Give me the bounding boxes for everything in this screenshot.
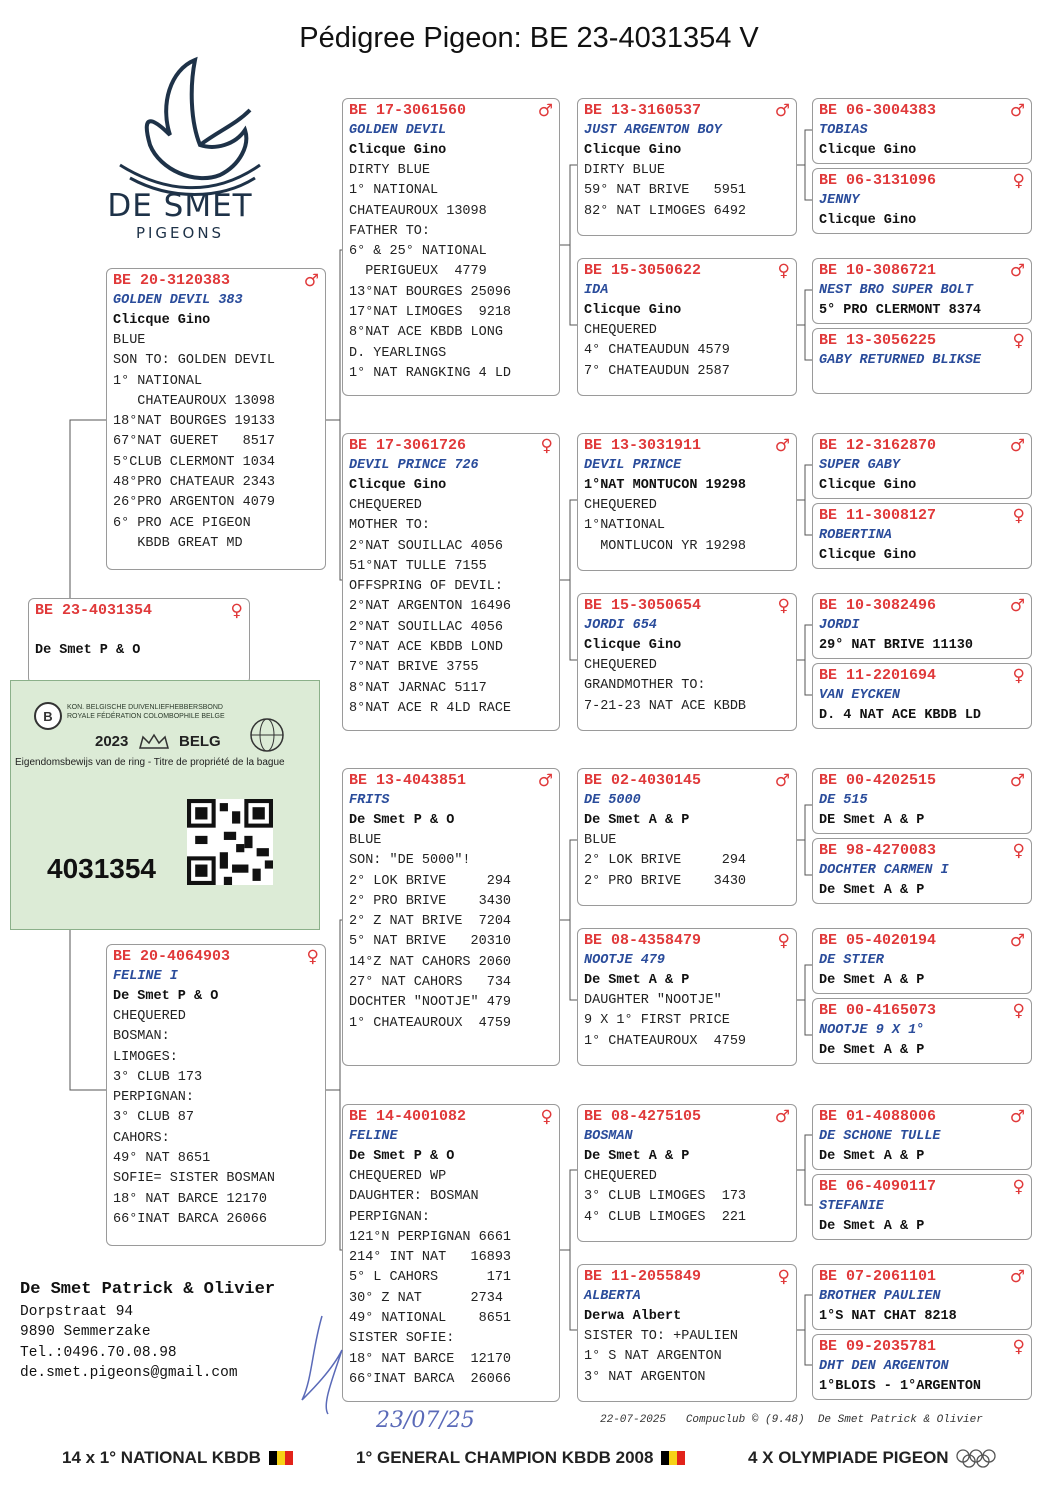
- belgian-flag-icon: [269, 1451, 293, 1465]
- print-info: 22-07-2025 Compuclub © (9.48) De Smet Patrick & Olivier: [600, 1414, 983, 1426]
- detail-line: 8°NAT ACE KBDB LONG: [349, 325, 503, 341]
- ring-number: BE 00-4165073: [819, 1002, 937, 1019]
- detail-line: 67°NAT GUERET 8517: [113, 434, 276, 450]
- detail-line: BLUE: [349, 833, 382, 848]
- certificate-country: BELG: [179, 733, 221, 750]
- detail-line: 18° NAT BARCE 12170: [113, 1191, 267, 1207]
- owner-name: Clicque Gino: [584, 303, 682, 318]
- pedigree-card-g2[interactable]: [812, 168, 1032, 234]
- handwritten-date: 23/07/25: [376, 1408, 475, 1433]
- female-icon: ♀: [1012, 1001, 1025, 1021]
- male-icon: ♂: [1009, 261, 1025, 281]
- detail-line: DAUGHTER: BOSMAN: [349, 1189, 479, 1205]
- detail-line: 14°Z NAT CAHORS 2060: [349, 954, 512, 970]
- pedigree-card-g12[interactable]: [812, 998, 1032, 1064]
- detail-line: BOSMAN:: [113, 1029, 170, 1045]
- male-icon: ♂: [1009, 771, 1025, 791]
- ring-number: BE 13-4043851: [349, 772, 467, 789]
- ownership-label: Eigendomsbewijs van de ring - Titre de propriété de la bague: [15, 757, 285, 768]
- ring-number: BE 06-3131096: [819, 172, 937, 189]
- male-icon: ♂: [537, 771, 553, 791]
- pigeon-name: IDA: [584, 283, 609, 298]
- pigeon-name: SUPER GABY: [819, 458, 901, 473]
- detail-line: DIRTY BLUE: [584, 163, 666, 178]
- owner-name: De Smet A & P: [584, 1149, 690, 1164]
- pedigree-card-mf[interactable]: [342, 768, 560, 1066]
- detail-line: 2° Z NAT BRIVE 7204: [349, 914, 512, 930]
- detail-line: GRANDMOTHER TO:: [584, 678, 706, 694]
- pedigree-card-g6[interactable]: [812, 503, 1032, 569]
- ring-number: BE 01-4088006: [819, 1108, 937, 1125]
- detail-line: PERIGUEUX 4779: [349, 264, 487, 280]
- detail-line: 27° NAT CAHORS 734: [349, 975, 512, 991]
- detail-line: 1° NATIONAL: [113, 373, 203, 389]
- pedigree-card-g1[interactable]: [812, 98, 1032, 164]
- pigeon-name: FELINE I: [113, 969, 178, 984]
- detail-line: BLUE: [584, 833, 617, 848]
- pigeon-name: NEST BRO SUPER BOLT: [819, 283, 973, 298]
- ring-number: BE 06-4090117: [819, 1178, 937, 1195]
- owner-street: Dorpstraat 94: [20, 1304, 134, 1320]
- detail-line: 7°NAT ACE KBDB LOND: [349, 640, 503, 656]
- detail-line: 6° & 25° NATIONAL: [349, 244, 487, 260]
- detail-line: 121°N PERPIGNAN 6661: [349, 1229, 512, 1245]
- crown-icon: [137, 733, 171, 751]
- owner-name: D. 4 NAT ACE KBDB LD: [819, 708, 982, 723]
- male-icon: ♂: [1009, 1267, 1025, 1287]
- detail-line: 7-21-23 NAT ACE KBDB: [584, 698, 747, 714]
- female-icon: ♀: [1012, 841, 1025, 861]
- logo-subtitle: PIGEONS: [135, 224, 225, 242]
- pedigree-card-fmf[interactable]: [577, 433, 797, 571]
- male-icon: ♂: [1009, 931, 1025, 951]
- owner-name: Clicque Gino: [819, 548, 917, 563]
- owner-name: De Smet P & O: [113, 989, 219, 1004]
- detail-line: 18°NAT BOURGES 19133: [113, 414, 276, 430]
- owner-name: Derwa Albert: [584, 1309, 682, 1324]
- detail-line: CHEQUERED WP: [349, 1169, 447, 1184]
- detail-line: 1°NATIONAL: [584, 518, 666, 534]
- ring-number: BE 15-3050622: [584, 262, 702, 279]
- detail-line: CHEQUERED: [113, 1009, 186, 1024]
- detail-line: 2°NAT SOUILLAC 4056: [349, 619, 503, 635]
- owner-name: Clicque Gino: [349, 478, 447, 493]
- detail-line: CHEQUERED: [584, 658, 657, 673]
- pigeon-name: GOLDEN DEVIL: [349, 123, 447, 138]
- owner-name: De Smet A & P: [819, 1149, 925, 1164]
- ring-number: BE 14-4001082: [349, 1108, 467, 1125]
- owner-name: Clicque Gino: [584, 638, 682, 653]
- owner-name: De Smet A & P: [819, 883, 925, 898]
- detail-line: DIRTY BLUE: [349, 163, 431, 178]
- pedigree-card-g14[interactable]: [812, 1174, 1032, 1240]
- detail-line: 4° CHATEAUDUN 4579: [584, 343, 730, 359]
- pigeon-name: ROBERTINA: [819, 528, 892, 543]
- detail-line: 2°NAT SOUILLAC 4056: [349, 538, 503, 554]
- pedigree-card-g15[interactable]: [812, 1264, 1032, 1330]
- detail-line: 3° NAT ARGENTON: [584, 1369, 706, 1385]
- male-icon: ♂: [303, 271, 319, 291]
- detail-line: CHATEAUROUX 13098: [349, 203, 487, 219]
- female-icon: ♀: [1012, 506, 1025, 526]
- logo-name: DE SMET: [107, 188, 253, 224]
- pedigree-card-fff[interactable]: [577, 98, 797, 236]
- pedigree-card-fmm[interactable]: [577, 593, 797, 731]
- ring-number: BE 07-2061101: [819, 1268, 937, 1285]
- pigeon-name: DHT DEN ARGENTON: [819, 1359, 949, 1374]
- male-icon: ♂: [1009, 436, 1025, 456]
- federation-name: KON. BELGISCHE DUIVENLIEFHEBBERSBOND ROYALE FÉDÉRATION COLOMBOPHILE BELGE: [67, 704, 225, 720]
- pedigree-card-mfm[interactable]: [577, 928, 797, 1066]
- ring-number: BE 08-4358479: [584, 932, 702, 949]
- footer-achievement-left: 14 x 1° NATIONAL KBDB: [62, 1448, 293, 1468]
- ring-number: BE 09-2035781: [819, 1338, 937, 1355]
- detail-line: 3° CLUB LIMOGES 173: [584, 1189, 747, 1205]
- pedigree-card-g9[interactable]: [812, 768, 1032, 834]
- female-icon: ♀: [1012, 331, 1025, 351]
- pigeon-name: VAN EYCKEN: [819, 688, 901, 703]
- detail-line: PERPIGNAN:: [349, 1209, 431, 1225]
- pedigree-card-subject[interactable]: [28, 598, 250, 684]
- ring-number: BE 11-3008127: [819, 507, 937, 524]
- detail-line: CHEQUERED: [584, 1169, 657, 1184]
- ring-number: BE 05-4020194: [819, 932, 937, 949]
- pigeon-name: JORDI 654: [584, 618, 657, 633]
- detail-line: DOCHTER "NOOTJE" 479: [349, 995, 512, 1011]
- detail-line: 7° CHATEAUDUN 2587: [584, 363, 730, 379]
- detail-line: 3° CLUB 173: [113, 1069, 203, 1085]
- svg-text:B: B: [43, 709, 53, 724]
- detail-line: 51°NAT TULLE 7155: [349, 558, 487, 574]
- detail-line: 214° INT NAT 16893: [349, 1250, 512, 1266]
- pigeon-name: FRITS: [349, 793, 390, 808]
- detail-line: 8°NAT JARNAC 5117: [349, 680, 487, 696]
- pigeon-name: TOBIAS: [819, 123, 868, 138]
- pigeon-name: STEFANIE: [819, 1199, 884, 1214]
- male-icon: ♂: [774, 1107, 790, 1127]
- detail-line: MONTLUCON YR 19298: [584, 538, 747, 554]
- pedigree-card-fm[interactable]: [342, 433, 560, 731]
- owner-name: DE Smet A & P: [819, 813, 925, 828]
- belgian-flag-icon: [661, 1451, 685, 1465]
- female-icon: ♀: [1012, 171, 1025, 191]
- pigeon-name: NOOTJE 9 X 1°: [819, 1023, 925, 1038]
- owner-email[interactable]: de.smet.pigeons@gmail.com: [20, 1364, 238, 1381]
- male-icon: ♂: [774, 771, 790, 791]
- detail-line: LIMOGES:: [113, 1049, 178, 1065]
- pedigree-card-mmm[interactable]: [577, 1264, 797, 1402]
- female-icon: ♀: [777, 261, 790, 281]
- pigeon-name: JENNY: [819, 193, 860, 208]
- owner-name: 1°BLOIS - 1°ARGENTON: [819, 1379, 982, 1394]
- pigeon-name: NOOTJE 479: [584, 953, 666, 968]
- ring-number: BE 98-4270083: [819, 842, 937, 859]
- owner-name: 1°NAT MONTUCON 19298: [584, 478, 747, 493]
- footer-achievement-middle: 1° GENERAL CHAMPION KBDB 2008: [356, 1448, 685, 1468]
- male-icon: ♂: [1009, 596, 1025, 616]
- detail-line: 8°NAT ACE R 4LD RACE: [349, 700, 512, 716]
- male-icon: ♂: [774, 436, 790, 456]
- detail-line: 49° NAT 8651: [113, 1151, 211, 1167]
- detail-line: 2° PRO BRIVE 3430: [349, 893, 512, 909]
- pedigree-card-g8[interactable]: [812, 663, 1032, 729]
- owner-name: De Smet P & O: [349, 1149, 455, 1164]
- male-icon: ♂: [774, 101, 790, 121]
- detail-line: 59° NAT BRIVE 5951: [584, 183, 747, 199]
- footer-achievement-right: 4 X OLYMPIADE PIGEON: [748, 1448, 997, 1468]
- page-title: Pédigree Pigeon: BE 23-4031354 V: [299, 22, 759, 54]
- detail-line: BLUE: [113, 333, 146, 348]
- owner-name: De Smet P & O: [35, 643, 141, 658]
- detail-line: 4° CLUB LIMOGES 221: [584, 1209, 747, 1225]
- owner-name: De Smet A & P: [584, 973, 690, 988]
- ring-number: BE 17-3061726: [349, 437, 467, 454]
- detail-line: 13°NAT BOURGES 25096: [349, 284, 512, 300]
- detail-line: 66°INAT BARCA 26066: [349, 1371, 512, 1387]
- detail-line: 26°PRO ARGENTON 4079: [113, 495, 276, 511]
- male-icon: ♂: [1009, 101, 1025, 121]
- owner-name: 1°S NAT CHAT 8218: [819, 1309, 957, 1324]
- ring-number: BE 15-3050654: [584, 597, 702, 614]
- owner-name: Clicque Gino: [113, 313, 211, 328]
- detail-line: OFFSPRING OF DEVIL:: [349, 579, 503, 595]
- detail-line: CAHORS:: [113, 1130, 170, 1146]
- detail-line: CHATEAUROUX 13098: [113, 393, 276, 409]
- female-icon: ♀: [1012, 1337, 1025, 1357]
- pigeon-name: BROTHER PAULIEN: [819, 1289, 941, 1304]
- pigeon-name: GABY RETURNED BLIKSE: [819, 353, 982, 368]
- pigeon-name: BOSMAN: [584, 1129, 633, 1144]
- ring-number: BE 17-3061560: [349, 102, 467, 119]
- owner-name: De Smet P & O: [349, 813, 455, 828]
- detail-line: 2° LOK BRIVE 294: [584, 853, 747, 869]
- pedigree-card-g11[interactable]: [812, 928, 1032, 994]
- pigeon-name: DE SCHONE TULLE: [819, 1129, 941, 1144]
- pedigree-card-father[interactable]: [106, 268, 326, 570]
- detail-line: 49° NATIONAL 8651: [349, 1311, 512, 1327]
- ring-certificate: [10, 680, 320, 930]
- owner-address: [20, 1278, 275, 1383]
- pigeon-name: ALBERTA: [584, 1289, 641, 1304]
- pedigree-card-mother[interactable]: [106, 944, 326, 1246]
- pedigree-card-g4[interactable]: [812, 328, 1032, 394]
- federation-emblem-icon: [33, 701, 63, 731]
- female-icon: ♀: [230, 601, 243, 621]
- detail-line: DAUGHTER "NOOTJE": [584, 993, 722, 1008]
- ring-number: BE 11-2055849: [584, 1268, 702, 1285]
- pigeon-name: DE STIER: [819, 953, 884, 968]
- detail-line: 1° NATIONAL: [349, 183, 439, 199]
- female-icon: ♀: [306, 947, 319, 967]
- detail-line: MOTHER TO:: [349, 518, 431, 534]
- detail-line: 5° L CAHORS 171: [349, 1270, 512, 1286]
- detail-line: 5°CLUB CLERMONT 1034: [113, 454, 276, 470]
- olympic-rings-icon: [955, 1448, 997, 1468]
- ring-number-large: 4031354: [47, 853, 157, 884]
- ring-number: BE 10-3086721: [819, 262, 937, 279]
- detail-line: 82° NAT LIMOGES 6492: [584, 203, 747, 219]
- female-icon: ♀: [777, 931, 790, 951]
- pedigree-card-g10[interactable]: [812, 838, 1032, 904]
- owner-name: Clicque Gino: [584, 143, 682, 158]
- female-icon: ♀: [1012, 1177, 1025, 1197]
- male-icon: ♂: [537, 101, 553, 121]
- detail-line: SON TO: GOLDEN DEVIL: [113, 353, 276, 369]
- pigeon-name: GOLDEN DEVIL 383: [113, 293, 243, 308]
- female-icon: ♀: [540, 1107, 553, 1127]
- detail-line: 9 X 1° FIRST PRICE: [584, 1013, 730, 1029]
- ring-number: BE 13-3031911: [584, 437, 702, 454]
- owner-city: 9890 Semmerzake: [20, 1324, 151, 1341]
- detail-line: KBDB GREAT MD: [113, 535, 243, 551]
- ring-number: BE 13-3056225: [819, 332, 937, 349]
- pedigree-card-mmf[interactable]: [577, 1104, 797, 1242]
- detail-line: 30° Z NAT 2734: [349, 1290, 503, 1306]
- owner-name: De Smet A & P: [819, 973, 925, 988]
- pedigree-card-g3[interactable]: [812, 258, 1032, 324]
- ring-number: BE 12-3162870: [819, 437, 937, 454]
- detail-line: 1° NAT RANGKING 4 LD: [349, 365, 512, 381]
- detail-line: CHEQUERED: [584, 498, 657, 513]
- ring-number: BE 20-3120383: [113, 272, 231, 289]
- owner-name: De Smet A & P: [584, 813, 690, 828]
- pigeon-name: DE 515: [819, 793, 868, 808]
- ring-number: BE 06-3004383: [819, 102, 937, 119]
- owner-name: 29° NAT BRIVE 11130: [819, 638, 973, 653]
- owner-phone: Tel.:0496.70.08.98: [20, 1344, 177, 1361]
- detail-line: 1° CHATEAUROUX 4759: [584, 1033, 747, 1049]
- ring-number: BE 08-4275105: [584, 1108, 702, 1125]
- female-icon: ♀: [540, 436, 553, 456]
- ring-number: BE 00-4202515: [819, 772, 937, 789]
- owner-name: 5° PRO CLERMONT 8374: [819, 303, 982, 318]
- ring-number: BE 11-2201694: [819, 667, 937, 684]
- ring-number: BE 20-4064903: [113, 948, 231, 965]
- detail-line: 5° NAT BRIVE 20310: [349, 934, 512, 950]
- female-icon: ♀: [777, 1267, 790, 1287]
- pedigree-card-ffm[interactable]: [577, 258, 797, 396]
- pedigree-card-g16[interactable]: [812, 1334, 1032, 1400]
- pedigree-card-g5[interactable]: [812, 433, 1032, 499]
- detail-line: D. YEARLINGS: [349, 345, 447, 361]
- ring-number: BE 10-3082496: [819, 597, 937, 614]
- owner-name: De Smet A & P: [819, 1043, 925, 1058]
- detail-line: FATHER TO:: [349, 223, 431, 239]
- pedigree-card-g7[interactable]: [812, 593, 1032, 659]
- pedigree-card-mff[interactable]: [577, 768, 797, 906]
- detail-line: 2°NAT ARGENTON 16496: [349, 599, 512, 615]
- owner-name: Clicque Gino: [819, 213, 917, 228]
- ring-number: BE 23-4031354: [35, 602, 153, 619]
- pedigree-card-g13[interactable]: [812, 1104, 1032, 1170]
- pigeon-name: DE 5000: [584, 793, 641, 808]
- pigeon-name: JUST ARGENTON BOY: [584, 123, 722, 138]
- pedigree-card-ff[interactable]: [342, 98, 560, 396]
- detail-line: CHEQUERED: [349, 498, 422, 513]
- detail-line: 2° LOK BRIVE 294: [349, 873, 512, 889]
- ring-number: BE 13-3160537: [584, 102, 702, 119]
- detail-line: CHEQUERED: [584, 323, 657, 338]
- pigeon-name: DEVIL PRINCE 726: [349, 458, 479, 473]
- detail-line: 3° CLUB 87: [113, 1110, 195, 1126]
- qr-code-icon: [187, 799, 273, 885]
- detail-line: 18° NAT BARCE 12170: [349, 1351, 512, 1367]
- ring-number: BE 02-4030145: [584, 772, 702, 789]
- detail-line: 66°INAT BARCA 26066: [113, 1211, 267, 1227]
- pigeon-name: JORDI: [819, 618, 860, 633]
- owner-name: Clicque Gino: [349, 143, 447, 158]
- male-icon: ♂: [1009, 1107, 1025, 1127]
- detail-line: 7°NAT BRIVE 3755: [349, 660, 479, 676]
- detail-line: 1° CHATEAUROUX 4759: [349, 1015, 512, 1031]
- signature-mark: [282, 1310, 372, 1420]
- female-icon: ♀: [1012, 666, 1025, 686]
- detail-line: SOFIE= SISTER BOSMAN: [113, 1171, 276, 1187]
- detail-line: 17°NAT LIMOGES 9218: [349, 305, 512, 321]
- detail-line: SON: "DE 5000"!: [349, 853, 471, 869]
- detail-line: SISTER SOFIE:: [349, 1331, 455, 1347]
- certificate-year: 2023: [95, 733, 129, 750]
- pigeon-name: FELINE: [349, 1129, 398, 1144]
- owner-name: De Smet A & P: [819, 1219, 925, 1234]
- detail-line: PERPIGNAN:: [113, 1090, 195, 1106]
- owner-name: Clicque Gino: [819, 143, 917, 158]
- detail-line: 48°PRO CHATEAUR 2343: [113, 475, 276, 491]
- detail-line: 1° S NAT ARGENTON: [584, 1349, 722, 1365]
- globe-icon: [239, 715, 295, 755]
- female-icon: ♀: [777, 596, 790, 616]
- pigeon-name: DEVIL PRINCE: [584, 458, 682, 473]
- detail-line: SISTER TO: +PAULIEN: [584, 1329, 738, 1344]
- pedigree-card-mm[interactable]: [342, 1104, 560, 1402]
- owner-name: De Smet Patrick & Olivier: [20, 1280, 276, 1299]
- detail-line: 2° PRO BRIVE 3430: [584, 873, 747, 889]
- pigeon-name: DOCHTER CARMEN I: [819, 863, 949, 878]
- owner-name: Clicque Gino: [819, 478, 917, 493]
- detail-line: 6° PRO ACE PIGEON: [113, 515, 251, 531]
